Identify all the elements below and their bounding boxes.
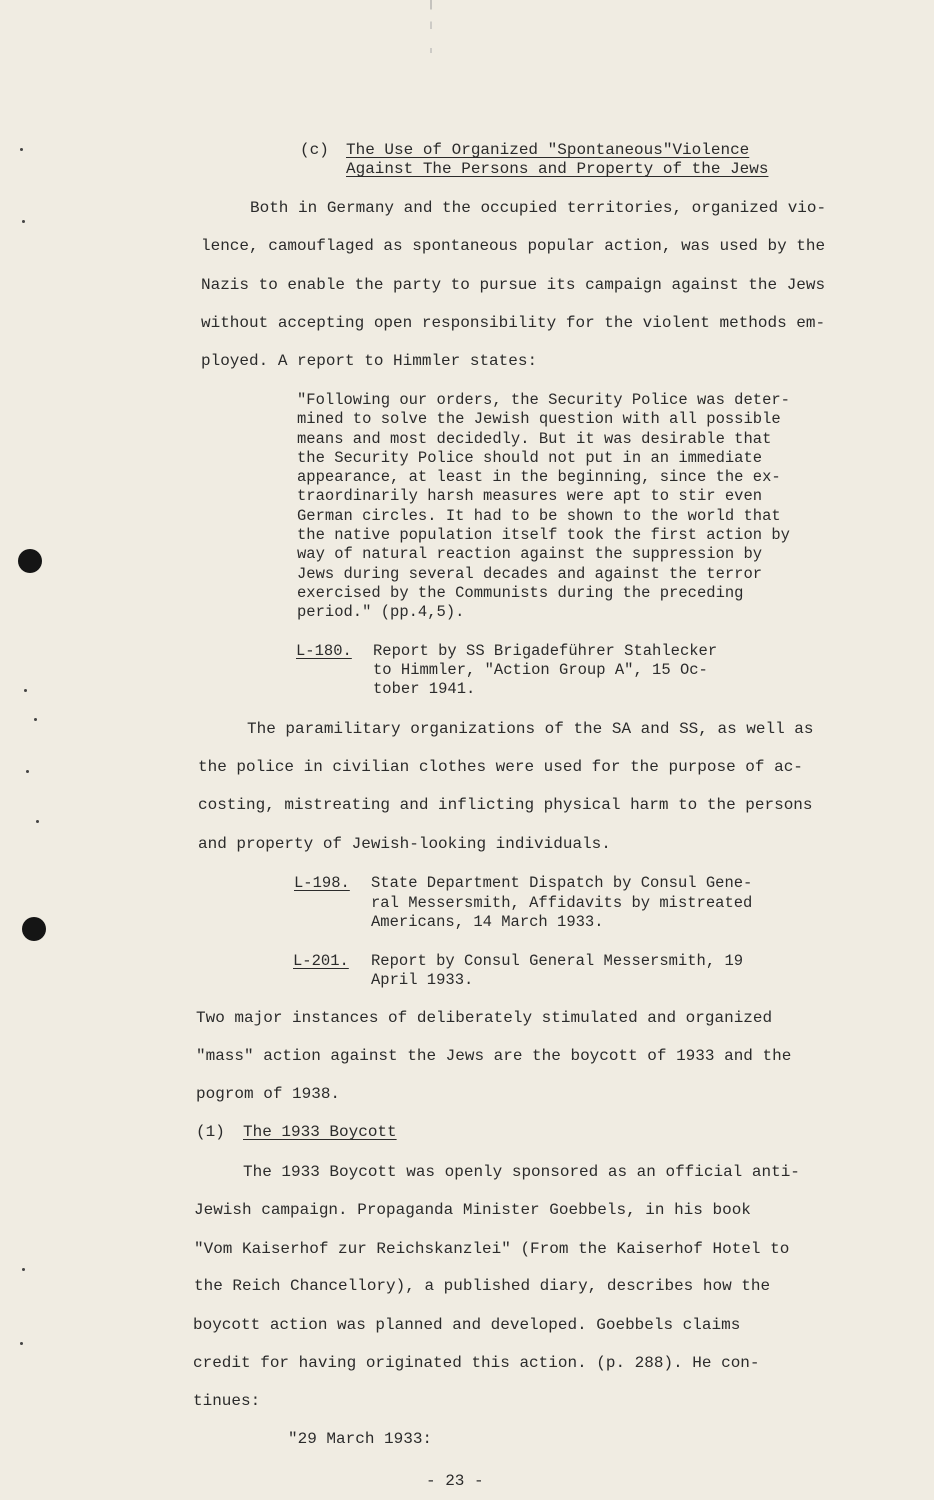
quote-line: Jews during several decades and against the terror (297, 565, 763, 583)
body-line: pogrom of 1938. (196, 1085, 341, 1103)
reference-line: Americans, 14 March 1933. (371, 913, 604, 931)
section-label: (c) (300, 141, 329, 159)
quote-line: appearance, at least in the beginning, since the ex- (297, 468, 781, 486)
quote-line: exercised by the Communists during the preceding (297, 584, 744, 602)
margin-mark (20, 1342, 23, 1345)
reference-line: April 1933. (371, 971, 474, 989)
body-line: "mass" action against the Jews are the boycott of 1933 and the (196, 1047, 792, 1065)
reference-line: State Department Dispatch by Consul Gene- (371, 874, 753, 892)
quote-line: "29 March 1933: (288, 1430, 433, 1448)
margin-mark (24, 689, 27, 692)
body-line: without accepting open responsibility for the violent methods em- (201, 314, 826, 332)
quote-line: traordinarily harsh measures were apt to stir even (297, 487, 763, 505)
body-line: Nazis to enable the party to pursue its campaign against the Jews (201, 276, 826, 294)
punch-hole (18, 549, 42, 573)
reference-line: Report by Consul General Messersmith, 19 (371, 952, 744, 970)
body-line: costing, mistreating and inflicting physical harm to the persons (198, 796, 813, 814)
margin-mark (34, 718, 37, 721)
body-line: ployed. A report to Himmler states: (201, 352, 538, 370)
reference-line: ral Messersmith, Affidavits by mistreated (371, 894, 753, 912)
body-line: Two major instances of deliberately stimulated and organized (196, 1009, 773, 1027)
body-line: lence, camouflaged as spontaneous popular action, was used by the (201, 237, 826, 255)
body-line: the Reich Chancellory), a published diary, describes how the (194, 1277, 771, 1295)
reference-code: L-180. (296, 642, 352, 660)
body-line: boycott action was planned and developed. Goebbels claims (193, 1316, 741, 1334)
margin-mark (22, 1268, 25, 1271)
section-title-line: The Use of Organized "Spontaneous"Violence (346, 141, 750, 159)
quote-line: mined to solve the Jewish question with all possible (297, 410, 781, 428)
quote-line: "Following our orders, the Security Police was deter- (297, 391, 790, 409)
quote-line: German circles. It had to be shown to the world that (297, 507, 781, 525)
punch-hole (22, 917, 46, 941)
subsection-title: The 1933 Boycott (243, 1123, 397, 1141)
body-line: the police in civilian clothes were used for the purpose of ac- (198, 758, 803, 776)
body-line: "Vom Kaiserhof zur Reichskanzlei" (From the Kaiserhof Hotel to (194, 1240, 790, 1258)
margin-mark (22, 220, 25, 223)
section-title-line: Against The Persons and Property of the Jews (346, 160, 769, 178)
reference-line: tober 1941. (373, 680, 476, 698)
body-line: The paramilitary organizations of the SA and SS, as well as (247, 720, 814, 738)
quote-line: the Security Police should not put in an immediate (297, 449, 763, 467)
body-line: tinues: (193, 1392, 261, 1410)
reference-line: Report by SS Brigadeführer Stahlecker (373, 642, 718, 660)
reference-code: L-201. (293, 952, 349, 970)
reference-line: to Himmler, "Action Group A", 15 Oc- (373, 661, 708, 679)
body-line: Both in Germany and the occupied territories, organized vio- (250, 199, 827, 217)
page-number: - 23 - (426, 1472, 484, 1490)
quote-line: the native population itself took the first action by (297, 526, 790, 544)
reference-code: L-198. (294, 874, 350, 892)
quote-line: means and most decidedly. But it was desirable that (297, 430, 772, 448)
body-line: credit for having originated this action. (p. 288). He con- (193, 1354, 760, 1372)
body-line: The 1933 Boycott was openly sponsored as an official anti- (243, 1163, 800, 1181)
quote-line: period." (pp.4,5). (297, 603, 465, 621)
scan-streak (430, 0, 432, 120)
margin-mark (20, 148, 23, 151)
margin-mark (26, 770, 29, 773)
subsection-label: (1) (196, 1123, 225, 1141)
body-line: Jewish campaign. Propaganda Minister Goebbels, in his book (194, 1201, 751, 1219)
body-line: and property of Jewish-looking individuals. (198, 835, 611, 853)
margin-mark (36, 820, 39, 823)
quote-line: way of natural reaction against the suppression by (297, 545, 763, 563)
